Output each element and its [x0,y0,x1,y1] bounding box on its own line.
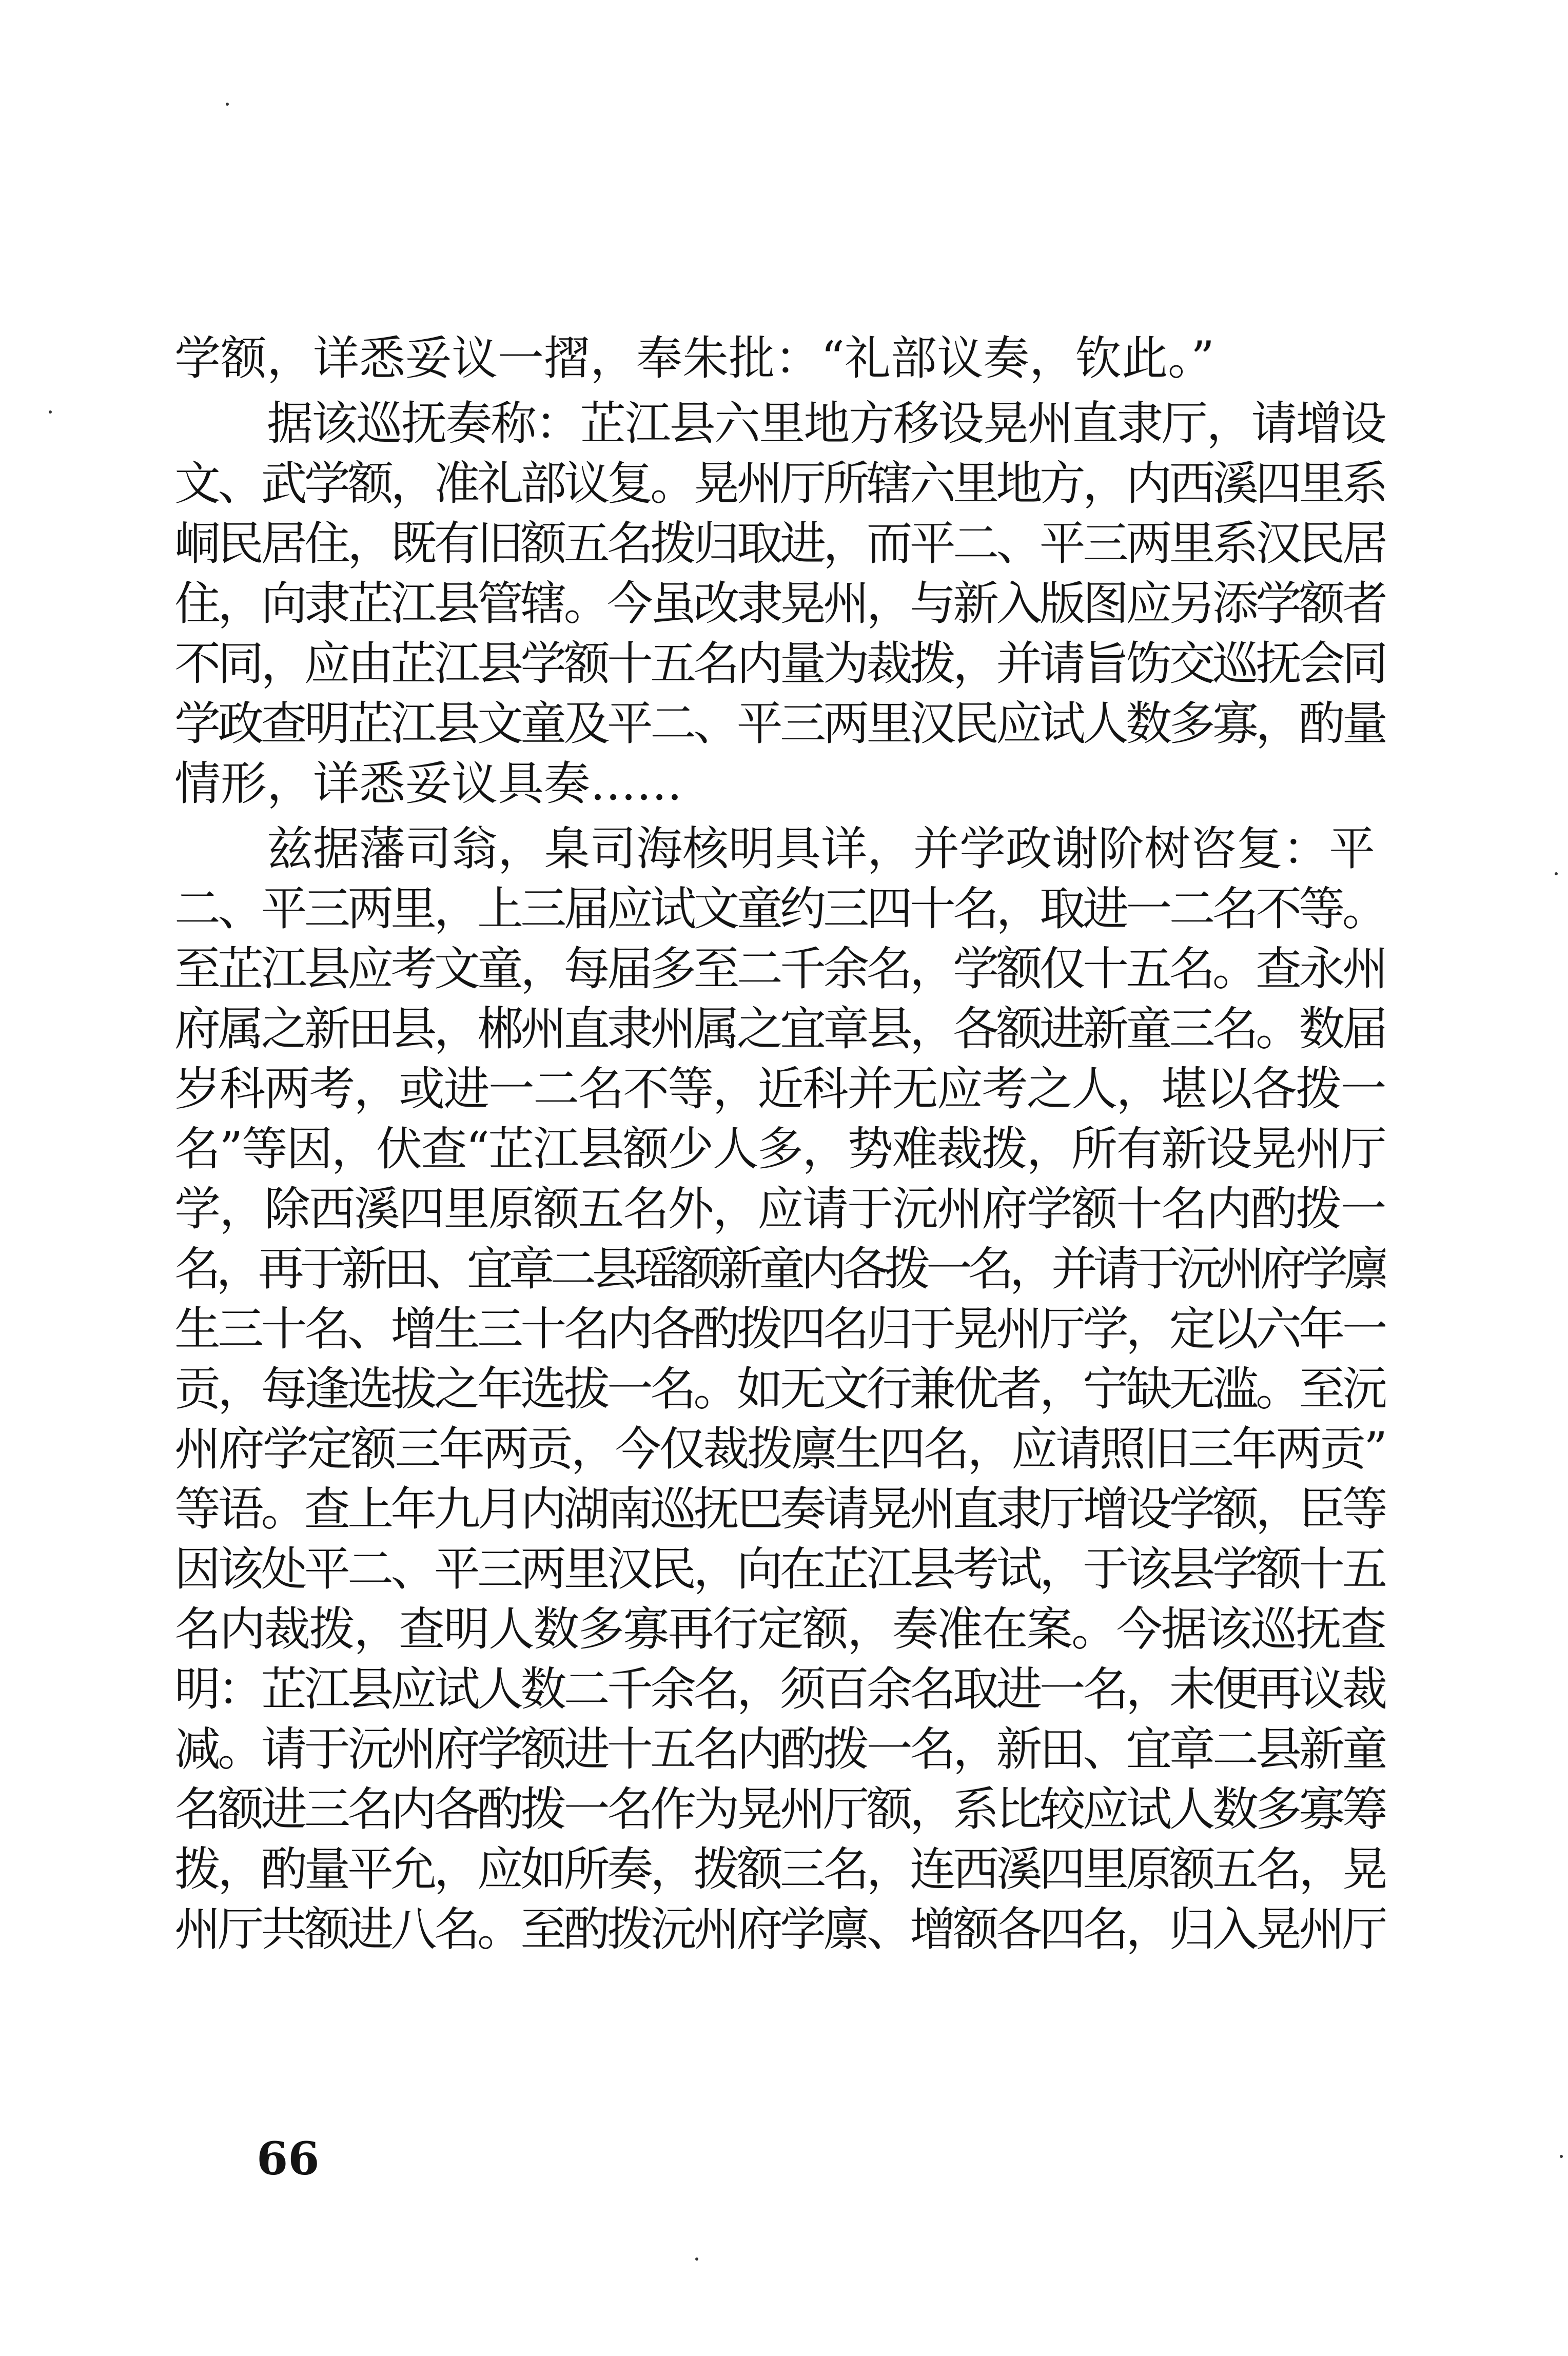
text-line: 据该巡抚奏称：芷江县六里地方移设晃州直隶厅，请增设 [267,397,1385,450]
body-text [174,328,1385,1959]
text-line: 住，向隶芷江县管辖。今虽改隶晃州，与新入版图应另添学额者 [174,577,1385,631]
text-line: 拨，酌量平允，应如所奏，拨额三名，连西溪四里原额五名，晃 [174,1842,1385,1896]
text-line: 名内裁拨，查明人数多寡再行定额，奏准在案。今据该巡抚查 [174,1602,1385,1656]
scan-speck [226,103,229,106]
scan-speck [49,410,52,414]
scan-speck [695,2257,698,2261]
text-line: 生三十名、增生三十名内各酌拨四名归于晃州厅学，定以六年一 [174,1302,1385,1356]
text-line: 贡，每逢选拔之年选拔一名。如无文行兼优者，宁缺无滥。至沅 [174,1362,1385,1416]
scan-speck [1560,2155,1563,2158]
text-line: 明：芷江县应试人数二千余名，须百余名取进一名，未便再议裁 [174,1662,1385,1716]
text-line: 文、武学额，准礼部议复。晃州厅所辖六里地方，内西溪四里系 [174,457,1385,511]
scan-speck [1555,872,1558,875]
page-number: 66 [257,2132,320,2185]
text-line: 峒民居住，既有旧额五名拨归取进，而平二、平三两里系汉民居 [174,517,1385,571]
text-line: 岁科两考，或进一二名不等，近科并无应考之人，堪以各拨一 [174,1062,1385,1116]
text-line: 因该处平二、平三两里汉民，向在芷江县考试，于该县学额十五 [174,1542,1385,1596]
text-line: 不同，应由芷江县学额十五名内量为裁拨，并请旨饬交巡抚会同 [174,637,1385,691]
text-line: 学，除西溪四里原额五名外，应请于沅州府学额十名内酌拨一 [174,1182,1385,1236]
text-line: 至芷江县应考文童，每届多至二千余名，学额仅十五名。查永州 [174,942,1385,996]
text-line: 学额，详悉妥议一摺，奉朱批：“礼部议奏，钦此。” [174,331,1215,385]
text-line: 等语。查上年九月内湖南巡抚巴奏请晃州直隶厅增设学额，臣等 [174,1482,1385,1536]
text-line: 减。请于沅州府学额进十五名内酌拨一名，新田、宜章二县新童 [174,1722,1385,1776]
text-line: 兹据藩司翁，臬司海核明具详，并学政谢阶树咨复：平 [267,822,1375,876]
text-line: 府属之新田县，郴州直隶州属之宜章县，各额进新童三名。数届 [174,1002,1385,1056]
text-line: 名额进三名内各酌拨一名作为晃州厅额，系比较应试人数多寡筹 [174,1782,1385,1836]
text-line: 学政查明芷江县文童及平二、平三两里汉民应试人数多寡，酌量 [174,697,1385,751]
text-line: 二、平三两里，上三届应试文童约三四十名，取进一二名不等。 [174,882,1385,936]
text-line: 情形，详悉妥议具奏…… [174,757,682,811]
text-line: 名”等因，伏查“芷江县额少人多，势难裁拨，所有新设晃州厅 [174,1122,1385,1176]
text-line: 州厅共额进八名。至酌拨沅州府学廪、增额各四名，归入晃州厅 [174,1902,1385,1956]
text-line: 州府学定额三年两贡，今仅裁拨廪生四名，应请照旧三年两贡” [174,1422,1385,1476]
text-line: 名，再于新田、宜章二县瑶额新童内各拨一名，并请于沅州府学廪 [174,1242,1385,1296]
